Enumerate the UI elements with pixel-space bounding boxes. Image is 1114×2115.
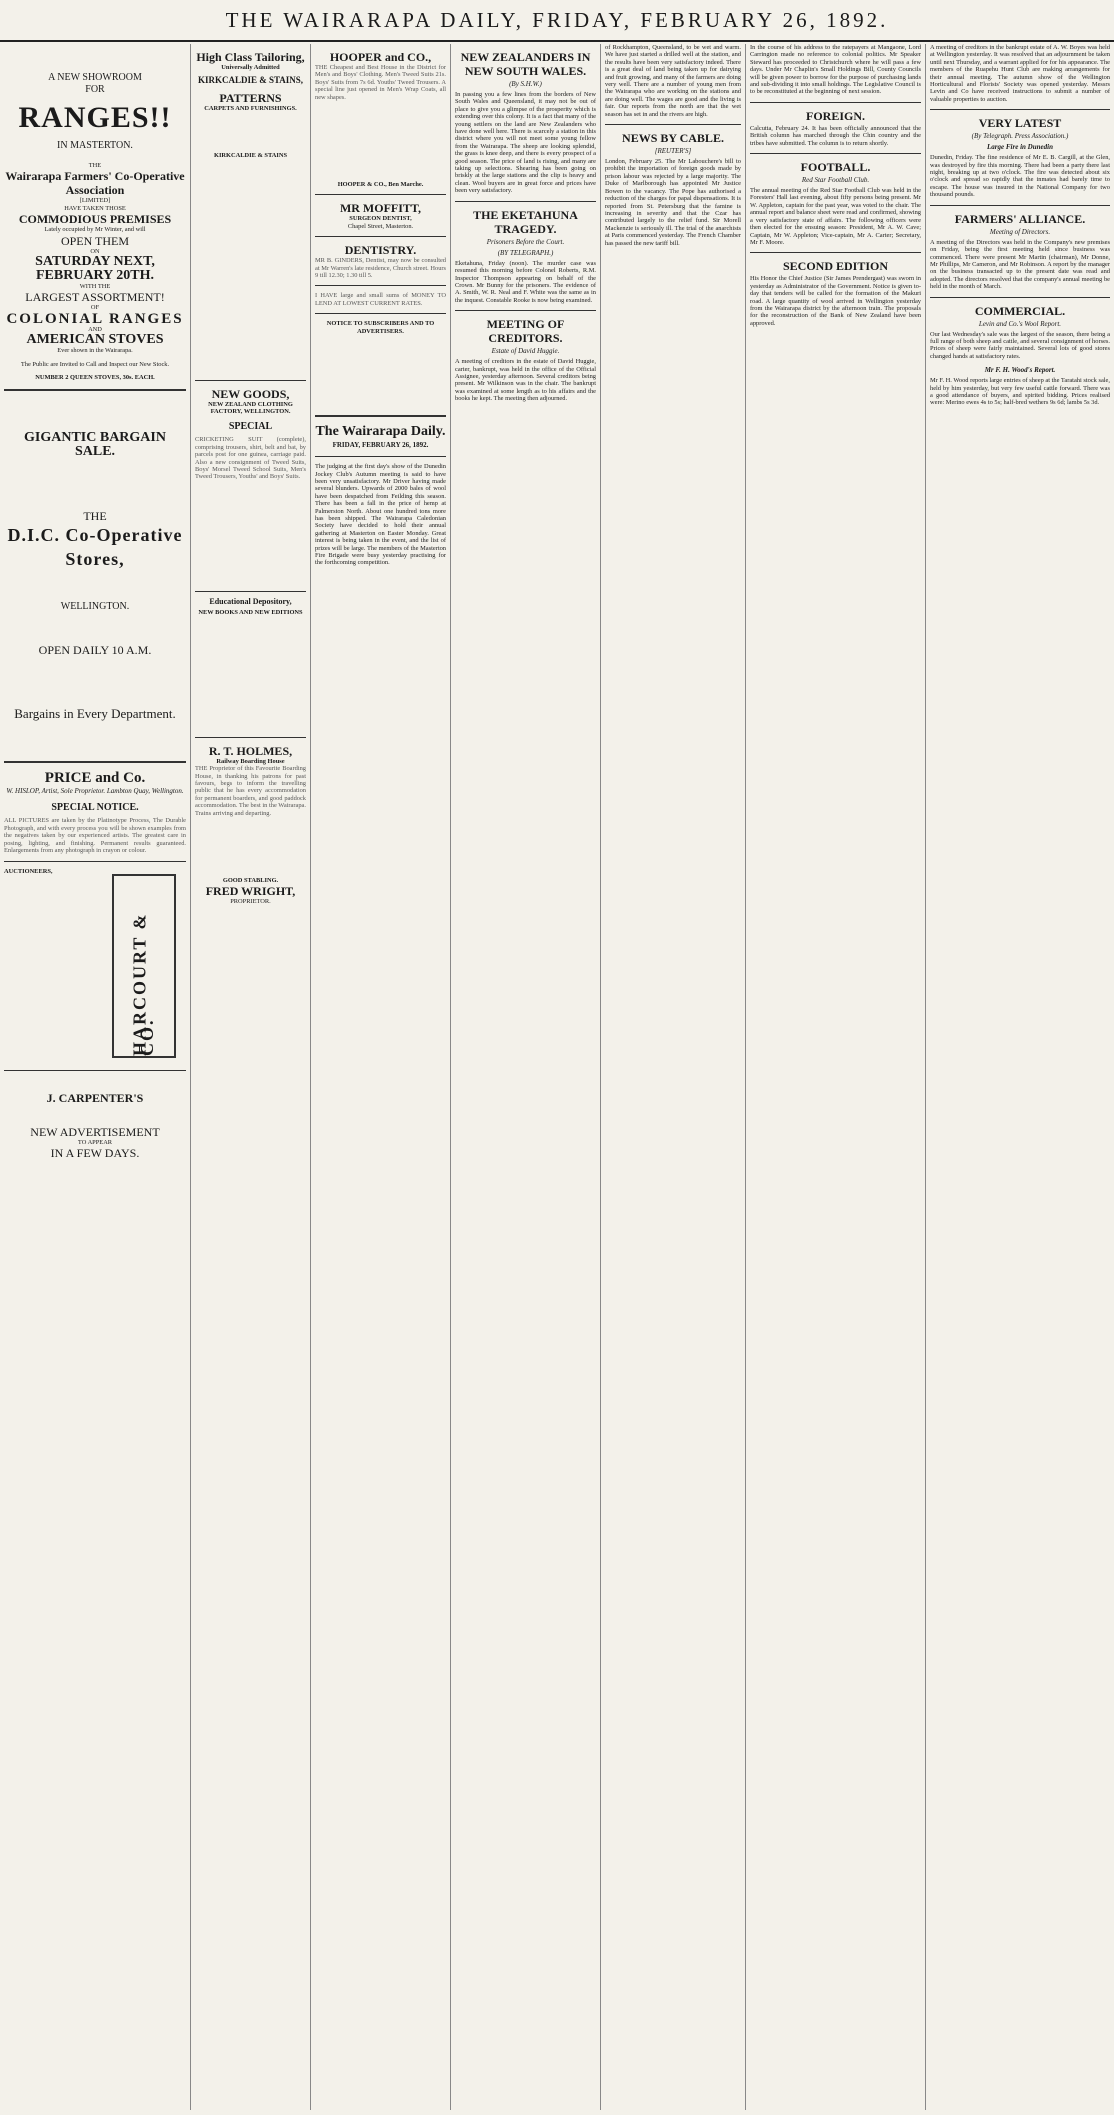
ad-line: J. CARPENTER'S bbox=[46, 1090, 144, 1105]
article-body: London, February 25. The Mr Labouchere's bill to prohibit the importation of foreign goods made by prison labour was rejected by a large majority. The Duke of Marlborough has appointed Mr Justice Bowen to the vacancy. The Pope has authorised a reduction of the charges for papal dispensations. It is reported from St. Petersburg that the famine is increasing in severity and that the Czar has contributed largely to the relief fund. Sir Morell Mackenzie is seriously ill. The trial of the anarchists at Paris commenced yesterday. The French Chamber has passed the new tariff bill. bbox=[605, 158, 741, 247]
article-body: Eketahuna, Friday (noon). The murder case was resumed this morning before Colonel Roberts, R.M. Inspector Thompson appearing on behalf of the Crown. Mr Bunny for the prisoners. The evidence of A. Smith, W. R. Neal and F. White was the same as in the inquest. Constable Rooke is now being examined. bbox=[455, 259, 596, 304]
article-subhead: Levin and Co.'s Wool Report. bbox=[978, 319, 1062, 328]
article-headline: COMMERCIAL. bbox=[974, 303, 1066, 318]
ad-line: HOOPER & CO., Ben Marche. bbox=[337, 181, 424, 189]
price-advert bbox=[4, 771, 186, 854]
column-5 bbox=[600, 44, 745, 2110]
hooper-advert bbox=[315, 50, 446, 188]
ad-line: GIGANTIC BARGAIN SALE. bbox=[24, 430, 166, 460]
dic-heading: D.I.C. Co-Operative Stores, bbox=[7, 525, 183, 570]
company-name: Wairarapa Farmers' Co-Operative Association bbox=[5, 169, 185, 198]
opening-date: SATURDAY NEXT, FEBRUARY 20TH. bbox=[35, 254, 155, 284]
article-body: The annual meeting of the Red Star Football Club was held in the Foresters' Hall last evening, about fifty persons being present. Mr W. Appleton, captain for the past year, was voted to the chair. The annual report and balance sheet were read and confirmed, showing a very satisfactory state of affairs. The following officers were then elected for the ensuing season: President, Mr A. W. Cave; Captain, Mr W. Appleton; Vice-captain, Mr A. Carter; Secretary, Mr F. Moore. bbox=[750, 187, 921, 246]
ad-heading: PRICE and Co. bbox=[44, 770, 146, 787]
ranges-advert bbox=[4, 72, 186, 381]
paper-title: The Wairarapa Daily. bbox=[315, 424, 446, 440]
ad-line: IN MASTERTON. bbox=[57, 140, 133, 151]
article-body: Our last Wednesday's sale was the largest of the season, there being a full range of both sheep and cattle, and several consignment of horses. Prices of sheep were fairly maintained. Several lots of good stores changed hands at satisfactory rates. bbox=[930, 330, 1110, 360]
article-body: In passing you a few lines from the borders of New South Wales and Queensland, it may not be out of place to give you a glimpse of the prosperity which is extending over this colony. It is a fact that many of the young settlers on the land are New Zealanders who have done well here. There is scarcely a station in this district where you will not meet some young fellow from the Wairarapa. The sheep are looking splendid, the grass is knee deep, and there is every prospect of a good season. The price of land is rising, and many are taking up selections. Shearing has been going on briskly at the large stations and the clip is heavy and clean. Wool buyers are in great force and prices have been very satisfactory. bbox=[455, 91, 596, 195]
ad-line: NEW BOOKS AND NEW EDITIONS bbox=[198, 609, 303, 617]
ad-heading: FRED WRIGHT, bbox=[205, 884, 296, 899]
ad-heading: AUCTIONEERS, bbox=[4, 867, 53, 875]
ad-line: Railway Boarding House bbox=[216, 757, 285, 765]
article-headline: SECOND EDITION bbox=[782, 259, 889, 274]
ad-line: OPEN THEM bbox=[60, 233, 130, 248]
article-headline: MEETING OF CREDITORS. bbox=[486, 317, 565, 346]
ad-heading: R. T. HOLMES, bbox=[208, 743, 293, 758]
ad-line: Chapel Street, Masterton. bbox=[347, 222, 414, 230]
dentistry-advert bbox=[315, 243, 446, 279]
ad-line: NUMBER 2 QUEEN STOVES, 30s. EACH. bbox=[35, 374, 155, 382]
ad-line: LARGEST ASSORTMENT! bbox=[25, 290, 165, 305]
dic-advert bbox=[4, 431, 186, 721]
article-body: A meeting of creditors in the estate of David Huggie, carter, bankrupt, was held in the office of the Official Assignee, yesterday afternoon. Several creditors being present. Mr Wilkinson was in the chair. The bankrupt was examined at some length as to his affairs and the books he kept. The meeting then adjourned. bbox=[455, 358, 596, 403]
ad-heading: PATTERNS bbox=[219, 90, 282, 105]
ad-sub: W. HISLOP, Artist, Sole Proprietor. Lambton Quay, Wellington. bbox=[6, 787, 184, 796]
ad-heading: NEW GOODS, bbox=[211, 386, 290, 401]
ad-line: Lately occupied by Mr Winter, and will bbox=[44, 226, 146, 234]
ad-line: The Public are Invited to Call and Inspect our New Stock. bbox=[20, 360, 170, 368]
clothing-advert bbox=[195, 387, 306, 481]
column-1 bbox=[0, 44, 190, 2110]
article-subhead: (By Telegraph. Press Association.) bbox=[971, 132, 1069, 141]
article-byline: (By S.H.W.) bbox=[509, 80, 542, 88]
ad-line: TO APPEAR bbox=[77, 1138, 113, 1146]
ad-line: WELLINGTON. bbox=[60, 601, 130, 613]
ad-heading: HOOPER and CO., bbox=[329, 50, 432, 64]
ad-line: CARPETS AND FURNISHINGS. bbox=[204, 104, 297, 112]
ad-line: Ever shown in the Wairarapa. bbox=[57, 347, 133, 355]
ad-line: NEW ZEALAND CLOTHING FACTORY, WELLINGTON. bbox=[208, 400, 293, 416]
ad-line: AND bbox=[88, 325, 102, 333]
article-headline: NEWS BY CABLE. bbox=[622, 131, 724, 146]
ad-line: GOOD STABLING. bbox=[222, 876, 279, 884]
ad-line: NEW ADVERTISEMENT bbox=[30, 1124, 160, 1139]
article-body: of Rockhampton, Queensland, to be wet and warm. We have just started a drilled well at the station, and the results have been very satisfactory indeed. There is a great deal of land being taken up for dairying and fruit growing, and many of the farmers are doing very well. There are a number of young men from the Wairarapa who are working on the stations and are doing well. The wages are good and the living is fair. Our reports from the north are that the wet season has set in and the rivers are high. bbox=[605, 44, 741, 118]
ad-line: THE bbox=[83, 509, 107, 524]
dateline: FRIDAY, FEBRUARY 26, 1892. bbox=[332, 441, 429, 450]
column-2 bbox=[190, 44, 310, 2110]
article-subhead: (BY TELEGRAPH.) bbox=[497, 248, 554, 257]
moffitt-advert bbox=[315, 201, 446, 230]
ad-line: OPEN DAILY 10 A.M. bbox=[38, 643, 152, 658]
article-body: His Honor the Chief Justice (Sir James Prendergast) was sworn in yesterday as Administrator of the Government. Notice is given to-day that tenders will be called for the formation of the Makuri road. A large quantity of wool arrived in Wellington yesterday from the Wairarapa district by the afternoon train. The proposals for the reconstruction of the Bank of New Zealand have been approved. bbox=[750, 275, 921, 327]
article-body: Mr F. H. Wood reports large entries of sheep at the Taratahi stock sale, held by him yesterday, but very few useful cattle forward. There was a good attendance of buyers, and spirited bidding. Prices realised were: Merino ewes 4s to 5s; half-bred wethers 9s 6d; lambs 5s 3d. bbox=[930, 377, 1110, 407]
ad-heading: SPECIAL bbox=[228, 421, 273, 433]
article-body: In the course of his address to the ratepayers at Mangaone, Lord Carrington made no reference to colonial politics. Mr Speaker Steward has proceeded to Christchurch where he will pass a few days. Under Mr Chaplin's Small Holdings Bill, County Councils will be given power to borrow for the purpose of purchasing lands and sub-dividing it into small holdings. The Legislative Council is to be reconstituted at the beginning of next session. bbox=[750, 44, 921, 96]
article-subhead: [REUTER'S] bbox=[654, 147, 692, 156]
ad-line: A NEW SHOWROOM bbox=[48, 72, 142, 83]
ad-line: COMMODIOUS PREMISES bbox=[18, 212, 172, 227]
ad-body: ALL PICTURES are taken by the Platinotype Process, The Durable Photograph, and with every process you will be shown examples from the negatives taken by our experienced artists. The greatest care in posing, lighting, and finishing. Permanent results guaranteed. Enlargements from any photograph in crayon or colour. bbox=[4, 817, 186, 855]
tailoring-advert bbox=[195, 50, 306, 71]
ad-line: SURGEON DENTIST, bbox=[349, 215, 412, 223]
ad-line: PROPRIETOR. bbox=[230, 898, 271, 906]
article-headline: FOOTBALL. bbox=[800, 160, 871, 175]
ad-body: CRICKETING SUIT (complete), comprising trousers, shirt, belt and bat, by parcels post for one guinea, carriage paid. Also a new consignment of Tweed Suits, Boys' Morsel Tweed School Suits, Men's Tweed Trousers, Youths' and Boys' Suits. bbox=[195, 436, 306, 481]
article-subhead: Large Fire in Dunedin bbox=[987, 143, 1053, 152]
ad-heading: SPECIAL NOTICE. bbox=[51, 802, 139, 814]
article-headline: FARMERS' ALLIANCE. bbox=[954, 211, 1086, 226]
ad-heading: KIRKCALDIE & STAINS, bbox=[197, 75, 304, 86]
ad-line: IN A FEW DAYS. bbox=[50, 1145, 140, 1160]
ad-line: Bargains in Every Department. bbox=[14, 706, 176, 722]
article-subhead: Mr F. H. Wood's Report. bbox=[984, 366, 1056, 375]
column-4 bbox=[450, 44, 600, 2110]
article-headline: THE EKETAHUNA TRAGEDY. bbox=[473, 207, 578, 236]
masthead bbox=[0, 0, 1114, 42]
money-advert bbox=[315, 292, 446, 307]
article-headline: FOREIGN. bbox=[805, 108, 865, 123]
ad-line: [LIMITED] bbox=[79, 197, 111, 205]
ad-heading: Educational Depository, bbox=[209, 596, 292, 606]
ad-line: HAVE TAKEN THOSE bbox=[64, 204, 126, 212]
article-subhead: Meeting of Directors. bbox=[989, 227, 1051, 236]
ad-line: Universally Admitted bbox=[221, 64, 280, 71]
ad-heading: NOTICE TO SUBSCRIBERS AND TO ADVERTISERS. bbox=[326, 320, 435, 335]
column-6 bbox=[745, 44, 925, 2110]
harcourt-advert bbox=[4, 868, 186, 1064]
masthead-title: THE WAIRARAPA DAILY, FRIDAY, FEBRUARY 26, 1892. bbox=[225, 7, 889, 32]
ad-line: AMERICAN STOVES bbox=[26, 332, 164, 348]
harcourt-stamp: HARCOURT & CO. bbox=[112, 874, 176, 1058]
article-subhead: Estate of David Huggie. bbox=[491, 347, 560, 356]
ad-body: THE Cheapest and Best House in the District for Men's and Boys' Clothing. Men's Tweed Suits 21s. Boys' Suits from 7s 6d. Youths' Tweed Trousers. A special line just opened in Men's Wrap Coats, all new shapes. bbox=[315, 64, 446, 101]
ad-line: COLONIAL RANGES bbox=[6, 310, 184, 327]
kirkcaldie-advert bbox=[195, 77, 306, 84]
ad-line: THE bbox=[88, 162, 102, 169]
ad-line: FOR bbox=[85, 84, 105, 95]
ad-line: WITH THE bbox=[79, 283, 111, 291]
ad-line: KIRKCALDIE & STAINS bbox=[213, 152, 288, 160]
carpenter-advert bbox=[4, 1091, 186, 1160]
article-headline: VERY LATEST bbox=[978, 116, 1062, 131]
ad-body: THE Proprietor of this Favourite Boarding House, in thanking his patrons for past favours, begs to inform the travelling public that he has every accommodation for permanent boarders, and good paddock accommodation. The best in the Wairarapa. Trains arriving and departing. bbox=[195, 765, 306, 817]
article-body: A meeting of creditors in the bankrupt estate of A. W. Boyes was held at Wellington yesterday. It was resolved that an adjournment be taken until next Thursday, and a warrant applied for for his appearance. The members of the Ruapehu Hunt Club are making arrangements for their annual meeting. The autumn show of the Wellington Horticultural and Florists' Society was opened yesterday. Messrs Levin and Co have received instructions to submit a number of valuable properties to auction. bbox=[930, 44, 1110, 103]
article-body: A meeting of the Directors was held in the Company's new premises on Friday, being the first meeting held since business was commenced. There were present Mr Martin (chairman), Mr Donne, Mr Phillips, Mr Cameron, and Mr Robinson. A report by the manager on the business transacted up to the present date was read and adopted. The directors resolved that the company's annual meeting be held in the month of March. bbox=[930, 238, 1110, 291]
leader-article: The judging at the first day's show of the Dunedin Jockey Club's Autumn meeting is said to have been very unsatisfactory. Mr Driver having made several blunders. Upwards of 2000 bales of wool have been despatched from Feilding this season. There has been a fall in the price of hemp at Palmerston North. About one hundred tons more has been shipped. The Wairarapa Caledonian Society have decided to hold their annual gathering at Masterton on Easter Monday. Great interest is being taken in the event, and the list of prizes will be large. The members of the Masterton Fire Brigade were busy yesterday practising for the forthcoming competition. bbox=[315, 463, 446, 567]
ad-body: I HAVE large and small sums of MONEY TO LEND AT LOWEST CURRENT RATES. bbox=[315, 292, 446, 307]
article-headline: NEW ZEALANDERS IN NEW SOUTH WALES. bbox=[460, 50, 591, 78]
ad-heading: DENTISTRY. bbox=[344, 243, 417, 258]
article-body: Dunedin, Friday. The fine residence of Mr E. B. Cargill, at the Glen, was destroyed by fire this morning. There had been a party there last night, breaking up at two o'clock. The fire was detected about six o'clock and spread so rapidly that the inmates had barely time to escape. The house was insured in the National Company for two thousand pounds. bbox=[930, 154, 1110, 199]
article-body: Calcutta, February 24. It has been officially announced that the British column has marched through the Chin country and the tribes have submitted. The column is to return shortly. bbox=[750, 124, 921, 147]
article-subhead: Prisoners Before the Court. bbox=[486, 237, 565, 246]
ad-body: MR B. GINDERS, Dentist, may now be consulted at Mr Warren's late residence, Church street. Hours 9 till 12.30; 1.30 till 5. bbox=[315, 257, 446, 280]
ad-heading: High Class Tailoring, bbox=[196, 50, 305, 64]
patterns-advert bbox=[195, 91, 306, 160]
ad-line: ON bbox=[90, 247, 100, 255]
article-subhead: Red Star Football Club. bbox=[801, 176, 870, 185]
column-7 bbox=[925, 44, 1114, 2110]
ranges-heading: RANGES!! bbox=[18, 101, 172, 134]
books-advert bbox=[195, 598, 306, 617]
ad-heading: MR MOFFITT, bbox=[339, 201, 422, 216]
column-3 bbox=[310, 44, 450, 2110]
ad-line: OF bbox=[90, 304, 100, 312]
notice-advert bbox=[315, 320, 446, 335]
holmes-advert bbox=[195, 744, 306, 906]
